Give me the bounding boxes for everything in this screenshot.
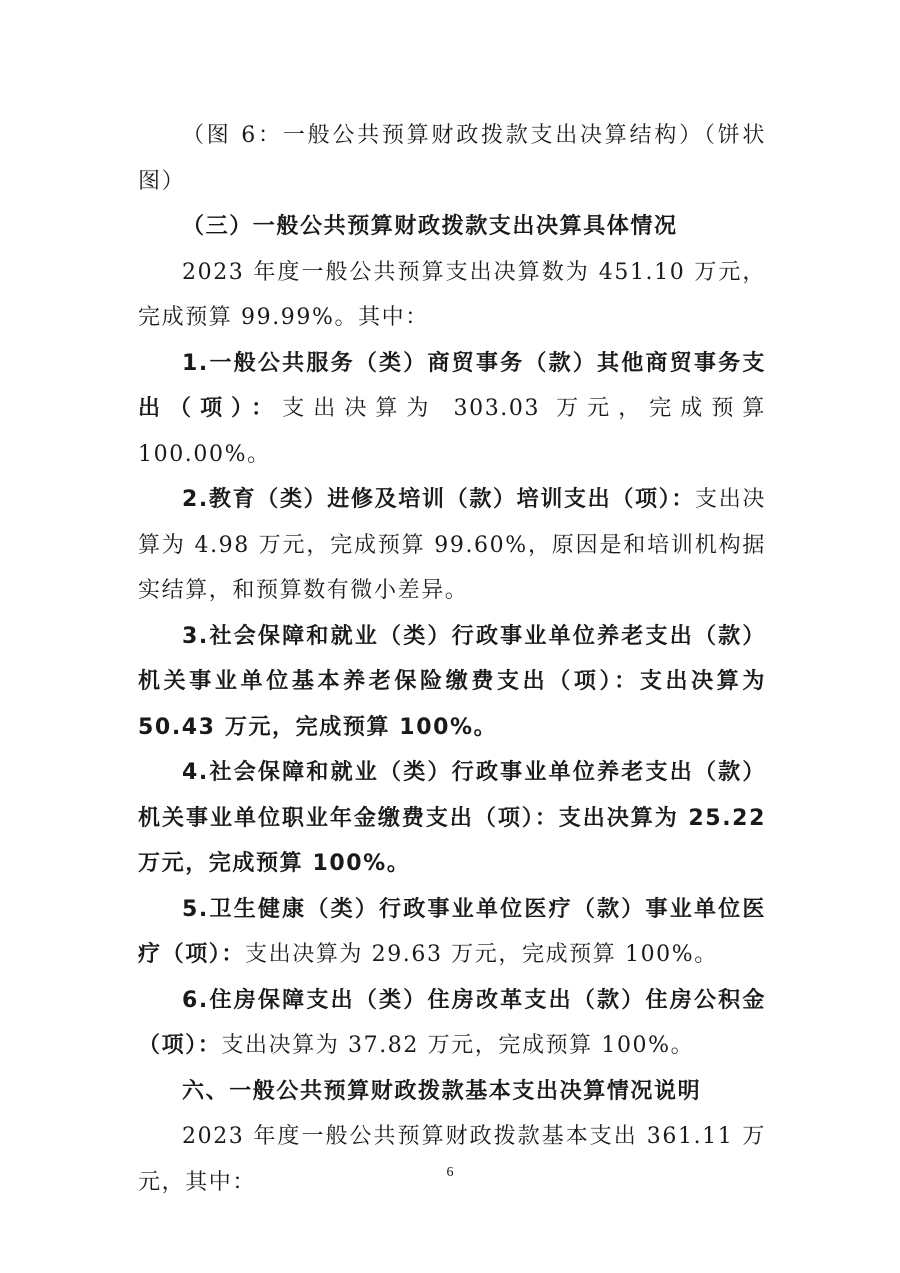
- list-item: [138, 887, 766, 978]
- list-item: [138, 341, 766, 478]
- item-text: 支出决算为 4.98 万元，完成预算 99.60%，原因是和培训机构据实结算，和预算数有微小差异。: [138, 487, 766, 603]
- section-3-heading: （三）一般公共预算财政拨款支出决算具体情况: [182, 214, 678, 239]
- item-label: 2.教育（类）进修及培训（款）培训支出（项）：: [182, 487, 696, 512]
- item-label: 3.社会保障和就业（类）行政事业单位养老支出（款）: [182, 623, 766, 649]
- page-number: 6: [446, 1165, 454, 1180]
- list-item: [138, 614, 766, 751]
- item-label: 4.社会保障和就业（类）行政事业单位养老支出（款）: [182, 760, 766, 785]
- section-6-intro: 2023 年度一般公共预算财政拨款基本支出 361.11 万元，其中：: [138, 1124, 766, 1195]
- item-label: 1.一般公共服务（类）商贸事务（款）其他商贸事务支出（项）：: [138, 350, 766, 421]
- item-label: 5.卫生健康（类）行政事业单位医疗（款）事业单位医疗（项）：: [138, 896, 766, 967]
- item-text: 机关事业单位基本养老保险缴费支出（项）：支出决算为 50.43 万元，完成预算 100%。: [138, 669, 766, 740]
- section-3-intro: 2023 年度一般公共预算支出决算数为 451.10 万元，完成预算 99.99%。其中：: [138, 259, 766, 330]
- list-item: [138, 477, 766, 614]
- item-text: 支出决算为 29.63 万元，完成预算 100%。: [245, 942, 718, 967]
- item-text: 机关事业单位职业年金缴费支出（项）：支出决算为 25.22 万元，完成预算 100%。: [138, 805, 766, 876]
- figure-caption: （图 6：一般公共预算财政拨款支出决算结构）（饼状图）: [138, 123, 766, 194]
- item-text: 支出决算为 37.82 万元，完成预算 100%。: [221, 1033, 695, 1058]
- item-text: 支出决算为 303.03 万元，完成预算 100.00%。: [138, 396, 766, 467]
- list-item: [138, 750, 766, 887]
- item-label: 6.住房保障支出（类）住房改革支出（款）住房公积金（项）：: [138, 987, 766, 1058]
- list-item: [138, 978, 766, 1069]
- document-page: [138, 113, 766, 1205]
- section-6-heading: 六、一般公共预算财政拨款基本支出决算情况说明: [182, 1078, 702, 1104]
